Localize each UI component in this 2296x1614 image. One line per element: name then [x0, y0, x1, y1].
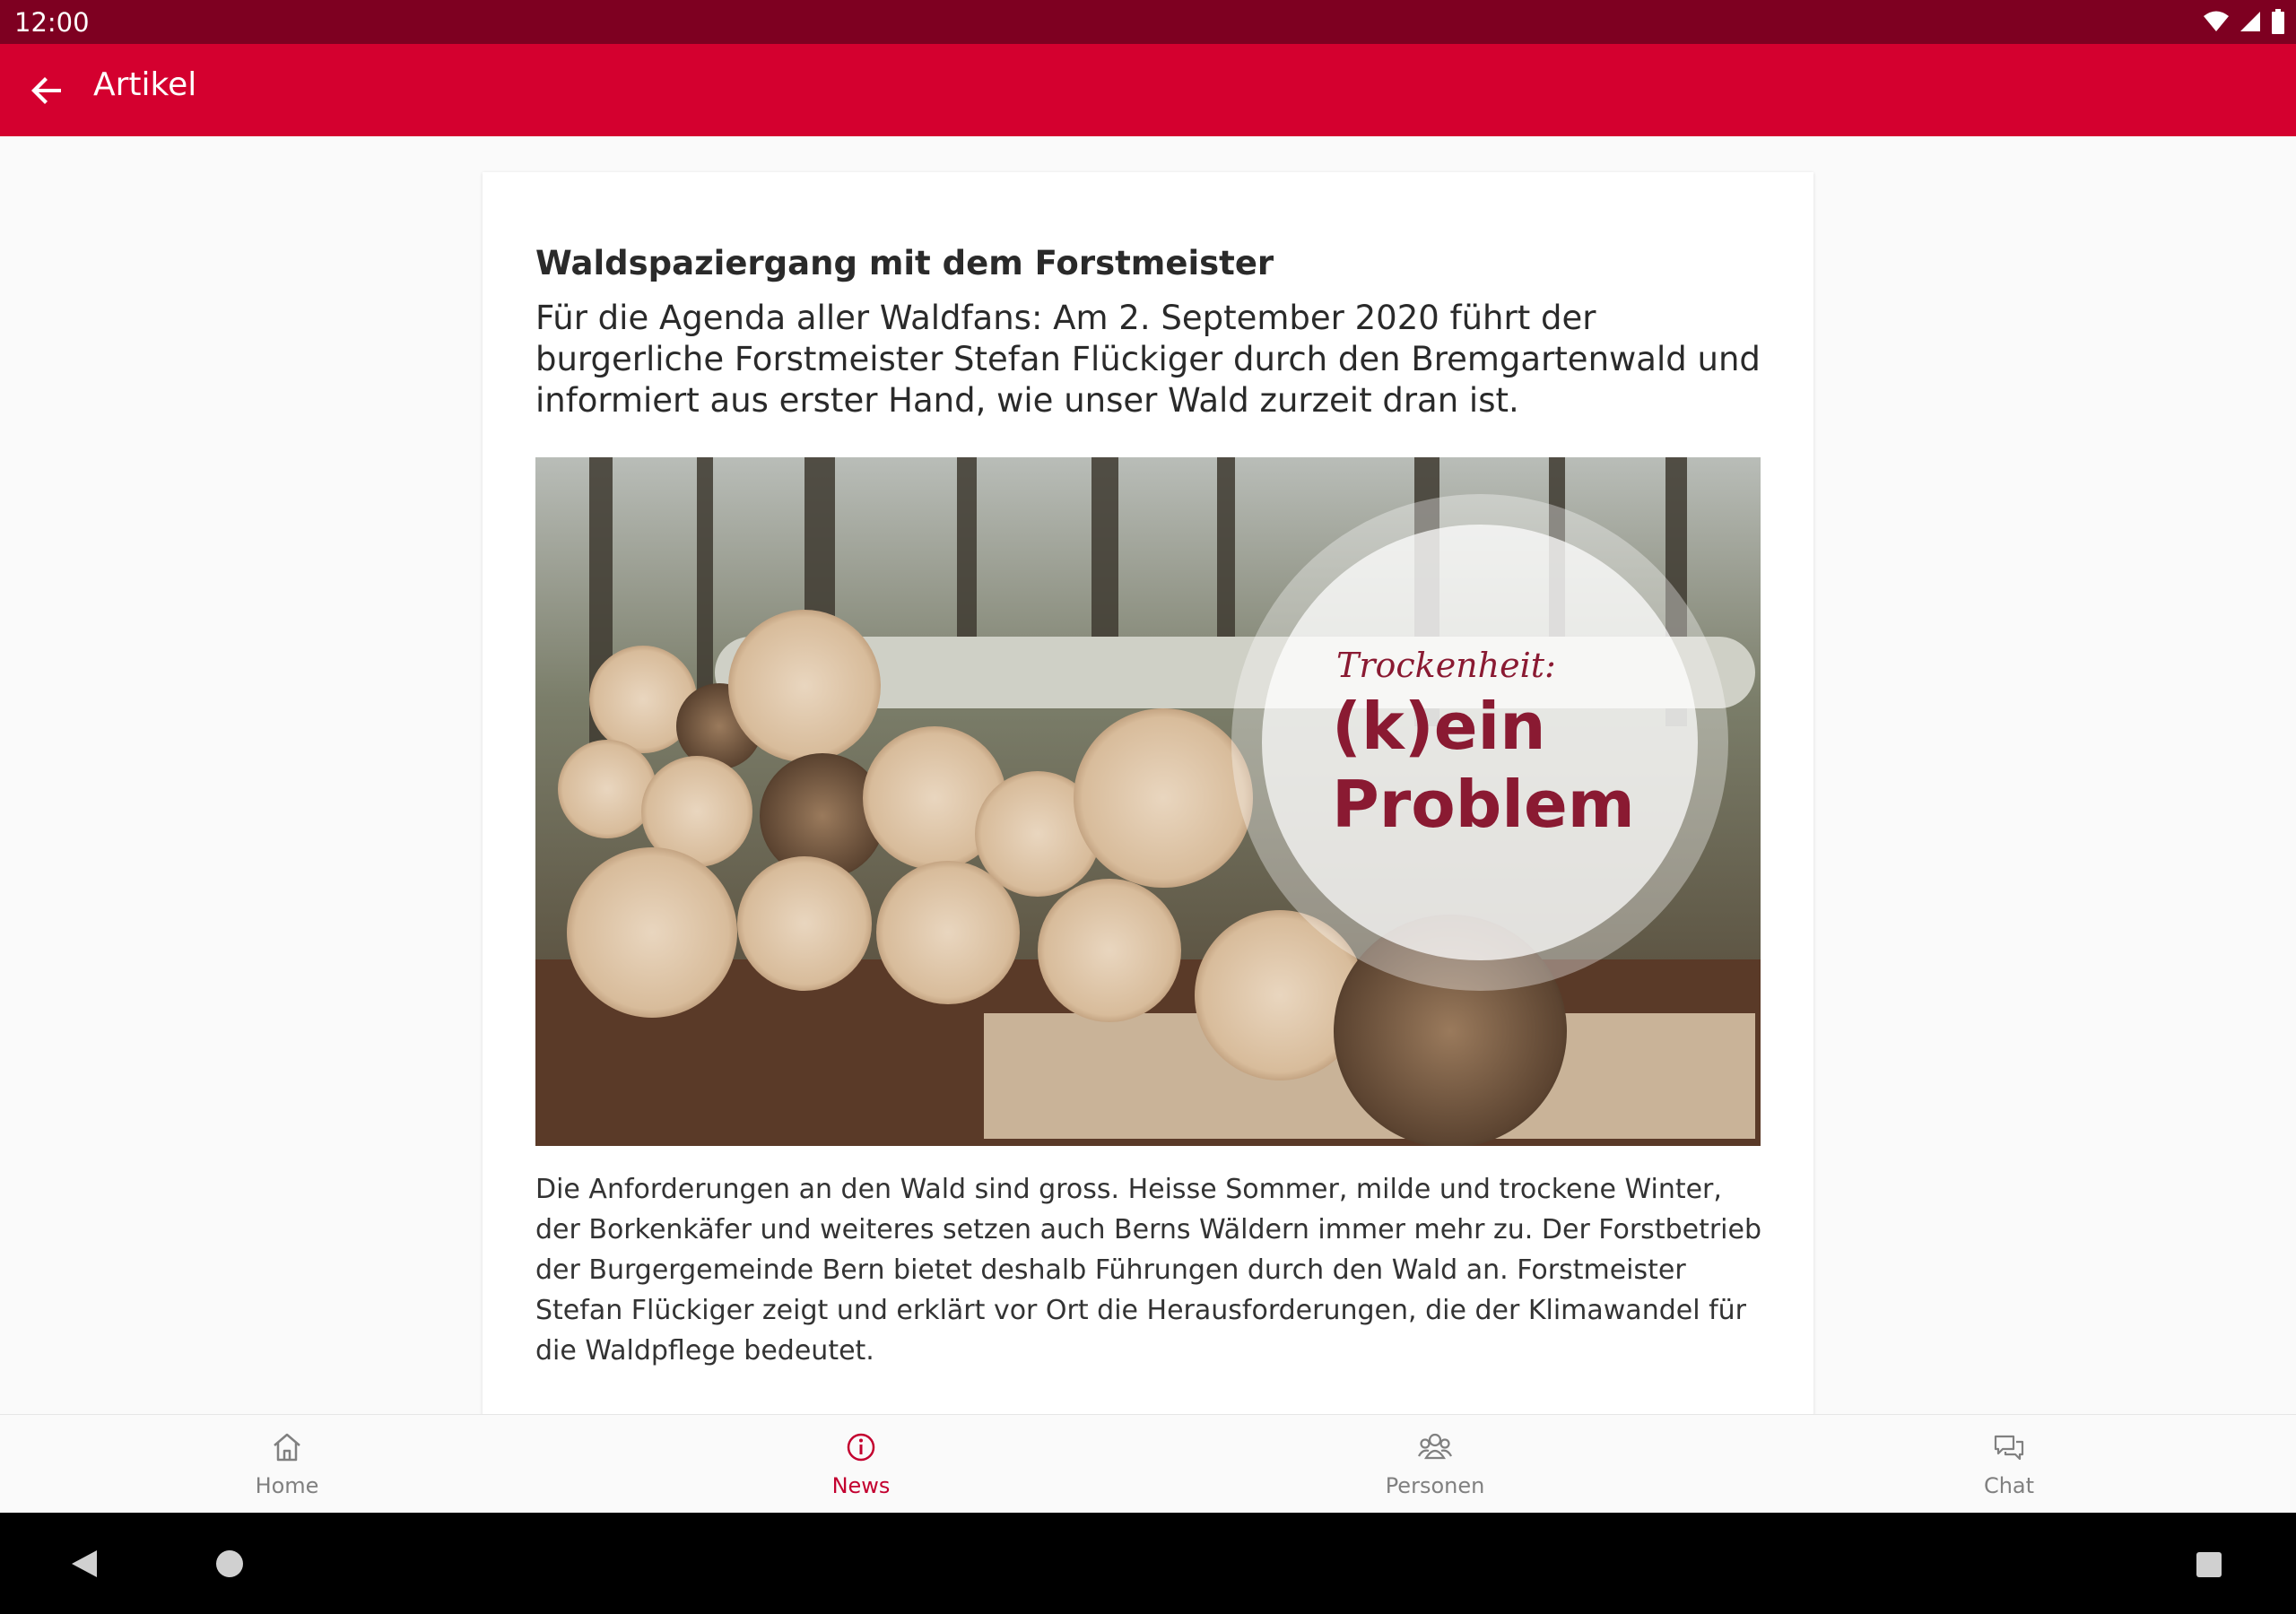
system-recents-icon[interactable]: [2196, 1551, 2222, 1578]
back-arrow-icon[interactable]: [25, 69, 68, 112]
nav-home-label: Home: [255, 1473, 319, 1498]
info-icon: [843, 1429, 879, 1465]
status-icons: [2203, 9, 2285, 34]
nav-chat[interactable]: [1722, 1415, 2296, 1514]
page-title: Artikel: [93, 66, 197, 103]
system-navigation-bar: [0, 1513, 2296, 1614]
app-bar: [0, 44, 2296, 136]
article-lead: Für die Agenda aller Waldfans: Am 2. September 2020 führt der burgerliche Forstmeister Stefan Flückiger durch den Bremgartenwald und informiert aus erster Hand, wie unser Wald zurzeit dran ist.: [535, 299, 1761, 420]
people-icon: [1417, 1429, 1453, 1465]
article-card: [483, 172, 1813, 1414]
home-icon: [269, 1429, 305, 1465]
nav-chat-label: Chat: [1983, 1473, 2035, 1498]
overlay-line3: Problem: [1332, 767, 1635, 842]
article-body: Die Anforderungen an den Wald sind gross. Heisse Sommer, milde und trockene Winter, der Borkenkäfer und weiteres setzen auch Berns Wäldern immer mehr zu. Der Forstbetrieb der Burgergemeinde Bern bietet deshalb Führungen durch den Wald an. Forstmeister Stefan Flückiger zeigt und erklärt vor Ort die Herausforderungen, die der Klimawandel für die Waldpflege bedeutet.: [535, 1174, 1762, 1367]
status-bar: [0, 0, 2296, 44]
nav-news[interactable]: [574, 1415, 1148, 1514]
article-image: [535, 457, 1761, 1146]
nav-personen[interactable]: [1148, 1415, 1722, 1514]
nav-personen-label: Personen: [1385, 1473, 1485, 1498]
overlay-line2: (k)ein: [1332, 689, 1546, 764]
chat-icon: [1991, 1429, 2027, 1465]
system-back-icon[interactable]: [70, 1549, 99, 1579]
battery-icon: [2271, 9, 2285, 34]
bottom-navigation: [0, 1414, 2296, 1513]
status-time: 12:00: [14, 7, 90, 38]
nav-news-label: News: [831, 1473, 891, 1498]
nav-home[interactable]: [0, 1415, 574, 1514]
signal-icon: [2239, 10, 2262, 33]
overlay-line1: Trockenheit:: [1336, 646, 1556, 685]
article-headline: Waldspaziergang mit dem Forstmeister: [535, 244, 1274, 282]
wifi-icon: [2203, 10, 2230, 33]
log-pile-illustration: [535, 457, 1761, 1146]
article-scroll-area[interactable]: [0, 136, 2296, 1414]
system-home-icon[interactable]: [215, 1549, 244, 1578]
